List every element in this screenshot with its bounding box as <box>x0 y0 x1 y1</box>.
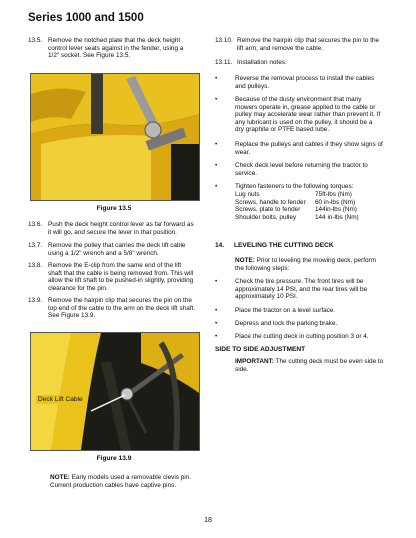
bullet-text: Reverse the removal process to install the cables and pulleys. <box>235 75 375 90</box>
bullet-icon: • <box>215 183 218 190</box>
important-note <box>235 358 385 373</box>
bullet-icon: • <box>215 333 218 340</box>
note-early-models <box>50 474 200 489</box>
figure-13-9-photo <box>30 332 200 451</box>
list-item <box>215 278 383 302</box>
note-label: NOTE: <box>235 257 255 264</box>
torque-item: Screws, plate to fender <box>235 206 301 214</box>
important-text: The cutting deck must be even side to side. <box>235 358 384 373</box>
torque-value: 144in-lbs (Nm) <box>315 206 357 214</box>
deck-lift-cable-callout: Deck Lift Cable <box>38 396 83 403</box>
step-text: Remove the notched plate that the deck height control lever seats against in the fender, using a 1/2" socket. See Figure 13.5. <box>48 37 184 60</box>
fender-lever-illustration <box>31 74 199 200</box>
bullet-text: Tighten fasteners to the following torques: <box>235 183 354 190</box>
step-13-11 <box>215 59 383 67</box>
section-title: LEVELING THE CUTTING DECK <box>234 242 334 249</box>
step-number: 13.9. <box>28 297 43 304</box>
step-text: Remove the pulley that carries the deck lift cable using a 1/2" wrench and a 5/8" wrench. <box>48 242 186 257</box>
bullet-text: Place the cutting deck in cutting position 3 or 4. <box>235 333 369 340</box>
list-item <box>215 75 383 91</box>
note-text: Early models used a removable clevis pin. Current production cables have captive pins. <box>50 474 192 489</box>
step-number: 13.5. <box>28 37 43 44</box>
bullet-icon: • <box>215 162 218 169</box>
bullet-text: Replace the pulleys and cables if they show signs of wear. <box>235 141 383 156</box>
step-text: Installation notes: <box>237 59 287 66</box>
figure-13-5-caption: Figure 13.5 <box>96 205 132 212</box>
bullet-icon: • <box>215 307 218 314</box>
side-to-side-heading: SIDE TO SIDE ADJUSTMENT <box>215 346 306 353</box>
step-text: Remove the hairpin clip that secures the pin to the lift arm, and remove the cable. <box>237 37 380 52</box>
list-item <box>215 96 383 136</box>
step-13-8 <box>28 262 196 294</box>
section-14-heading <box>215 242 385 249</box>
torque-value: 75ft-lbs (Nm) <box>315 191 352 198</box>
bullet-text: Check deck level before returning the tractor to service. <box>235 162 368 177</box>
torque-item: Lug nuts <box>235 191 260 198</box>
page-title: Series 1000 and 1500 <box>28 12 144 24</box>
step-13-7 <box>28 242 196 258</box>
step-13-6 <box>28 221 196 237</box>
torque-item: Shoulder bolts, pulley <box>235 213 297 221</box>
bullet-icon: • <box>215 278 218 285</box>
page-number: 18 <box>204 517 212 524</box>
bullet-text: Depress and lock the parking brake. <box>235 320 338 327</box>
step-number: 13.8. <box>28 262 43 269</box>
step-number: 13.6. <box>28 221 43 228</box>
bullet-icon: • <box>215 320 218 327</box>
step-text: Push the deck height control lever as far forward as it will go, and secure the lever in that position. <box>48 221 194 236</box>
list-item <box>215 162 383 178</box>
step-text: Remove the hairpin clip that secures the pin on the top end of the cable to the arm on the deck lift shaft. See Figure 13.9. <box>48 297 196 320</box>
figure-13-9-caption: Figure 13.9 <box>96 455 132 462</box>
torque-item: Screws, handle to fender <box>235 198 306 206</box>
bullet-icon: • <box>215 75 218 82</box>
torque-value: 60 in-lbs (Nm) <box>315 198 356 206</box>
deck-lift-cable-illustration <box>31 333 199 450</box>
step-number: 13.7. <box>28 242 43 249</box>
step-13-10 <box>215 37 383 53</box>
step-number: 13.11. <box>215 59 233 66</box>
step-13-9 <box>28 297 196 321</box>
step-text: Remove the E-clip from the same end of the lift shaft that the cable is being removed from. This will allow the lift shaft to be pushed-in slightly, providing clearance for the pin. <box>48 262 194 292</box>
torque-value: 144 in-lbs (Nm) <box>315 213 359 221</box>
note-prior-leveling <box>235 257 385 272</box>
torque-table <box>235 191 385 221</box>
list-item <box>215 141 383 157</box>
note-label: NOTE: <box>50 474 70 481</box>
bullet-text: Place the tractor on a level surface. <box>235 307 336 314</box>
step-13-5 <box>28 37 196 61</box>
section-number: 14. <box>215 242 225 249</box>
note-text: Prior to leveling the mowing deck, perform the following steps: <box>235 257 377 272</box>
figure-13-5-photo <box>30 73 200 201</box>
bullet-icon: • <box>215 96 218 103</box>
bullet-text: Check the tire pressure. The front tires will be approximately 14 PSI, and the rear tires will be approximately 10 PSI. <box>235 278 368 301</box>
bullet-text: Because of the dusty environment that many mowers operate in, grease applied to the cable or pulley may accelerate wear rather than prevent it. If any lubricant is used on the pulley, it should be a dry graphite or PTFE based lube. <box>235 96 381 134</box>
important-label: IMPORTANT: <box>235 358 274 365</box>
bullet-icon: • <box>215 141 218 148</box>
step-number: 13.10. <box>215 37 233 44</box>
